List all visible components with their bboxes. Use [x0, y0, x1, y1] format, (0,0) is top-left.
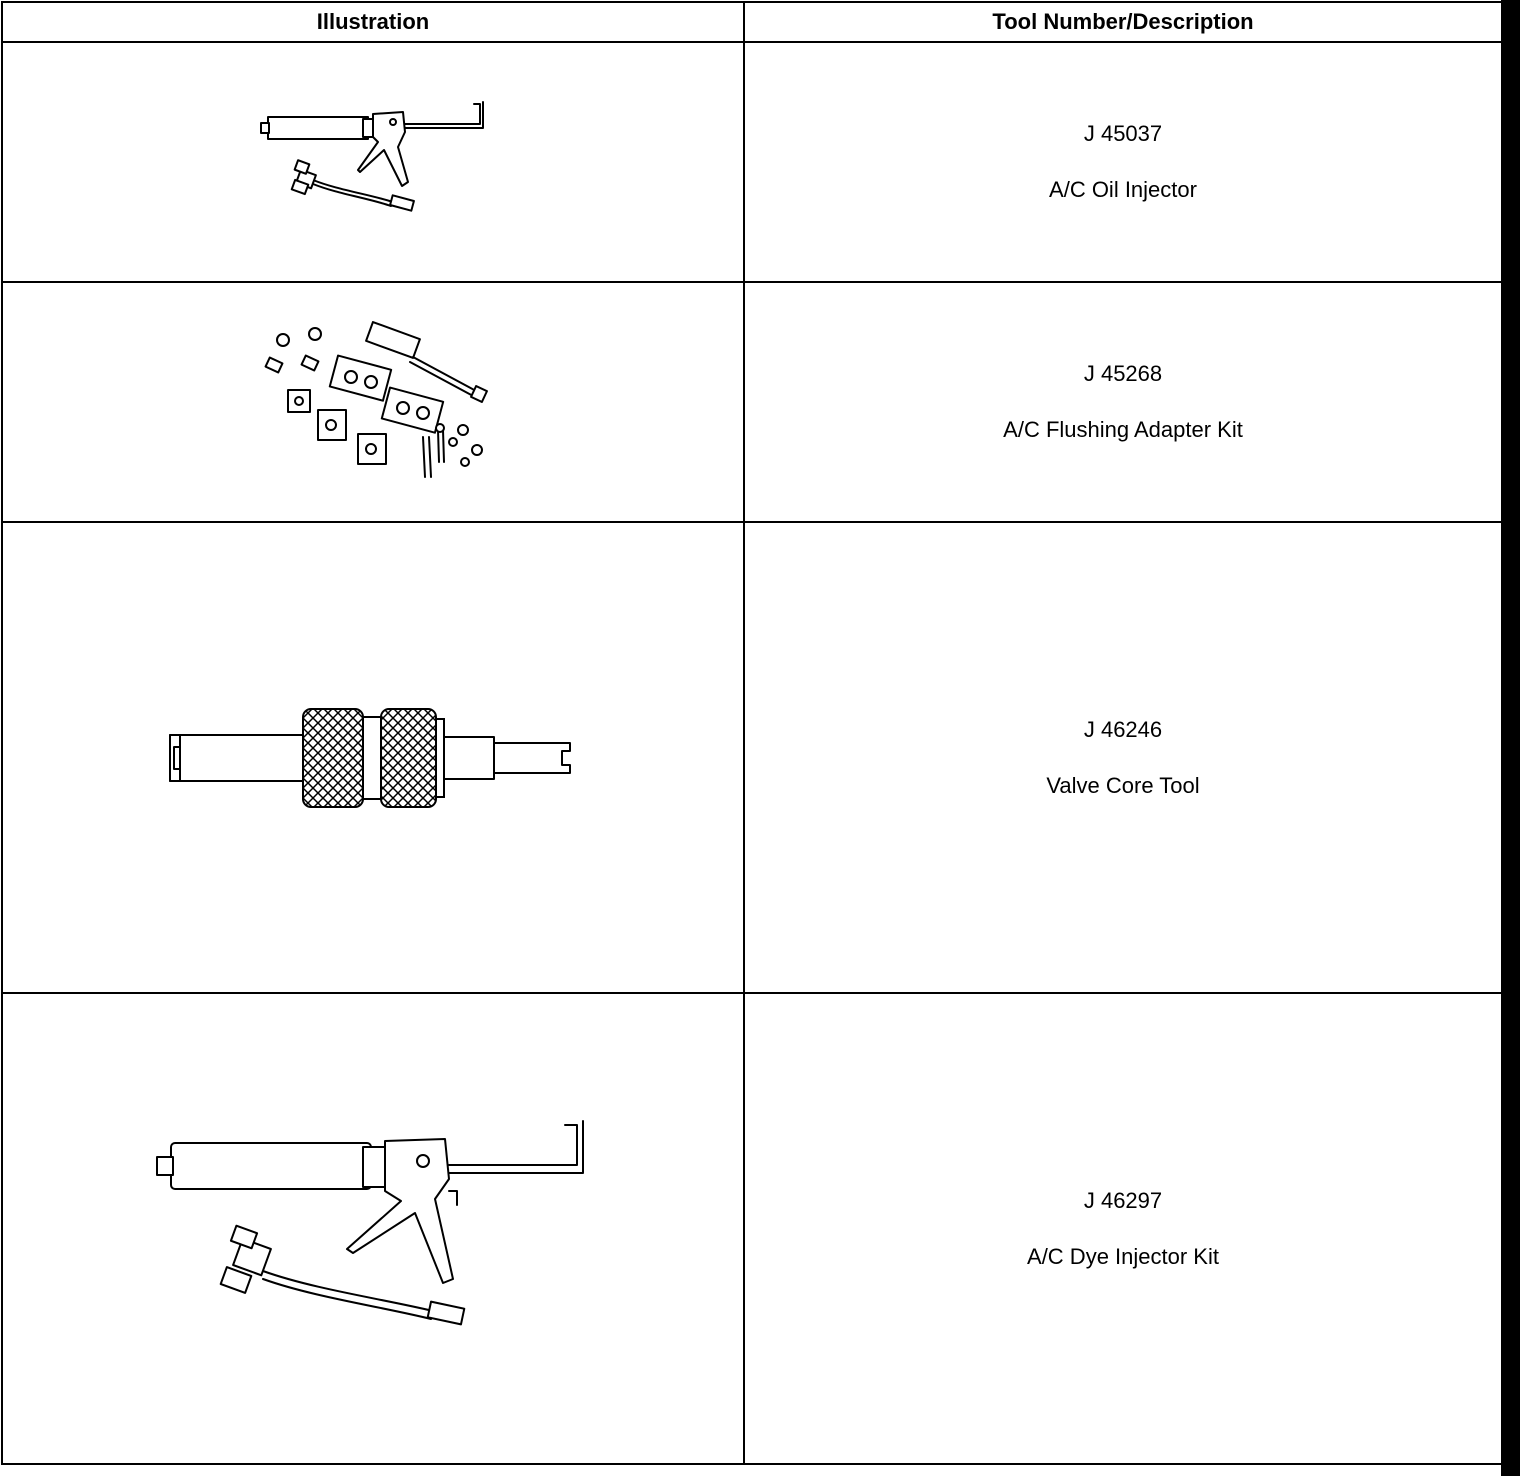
header-tool-number-description: Tool Number/Description	[744, 2, 1502, 42]
table-row	[2, 42, 1502, 282]
right-edge-bar	[1501, 0, 1520, 1476]
table-header-row	[2, 2, 1502, 42]
illustration-cell	[2, 522, 744, 993]
tool-cell	[744, 42, 1502, 282]
table-row	[2, 993, 1502, 1464]
special-tools-table	[1, 1, 1503, 1465]
dye-injector-kit-icon	[153, 1121, 593, 1336]
header-illustration: Illustration	[2, 2, 744, 42]
tool-description: Valve Core Tool	[1046, 772, 1200, 798]
table-row	[2, 282, 1502, 522]
tool-number: J 45037	[1083, 121, 1163, 146]
tool-cell	[744, 993, 1502, 1464]
tool-number: J 46246	[1083, 716, 1163, 742]
tool-description: A/C Dye Injector Kit	[1027, 1243, 1219, 1269]
tool-cell	[744, 522, 1502, 993]
illustration-cell	[2, 282, 744, 522]
tool-description: A/C Flushing Adapter Kit	[1003, 417, 1243, 442]
tool-description: A/C Oil Injector	[1049, 177, 1197, 202]
tool-number: J 45268	[1083, 361, 1163, 386]
valve-core-tool-icon	[168, 703, 578, 813]
tool-cell	[744, 282, 1502, 522]
illustration-cell	[2, 42, 744, 282]
table-row	[2, 522, 1502, 993]
oil-injector-icon	[258, 102, 488, 222]
flushing-adapter-kit-icon	[253, 322, 493, 482]
tool-number: J 46297	[1083, 1187, 1163, 1213]
illustration-cell	[2, 993, 744, 1464]
